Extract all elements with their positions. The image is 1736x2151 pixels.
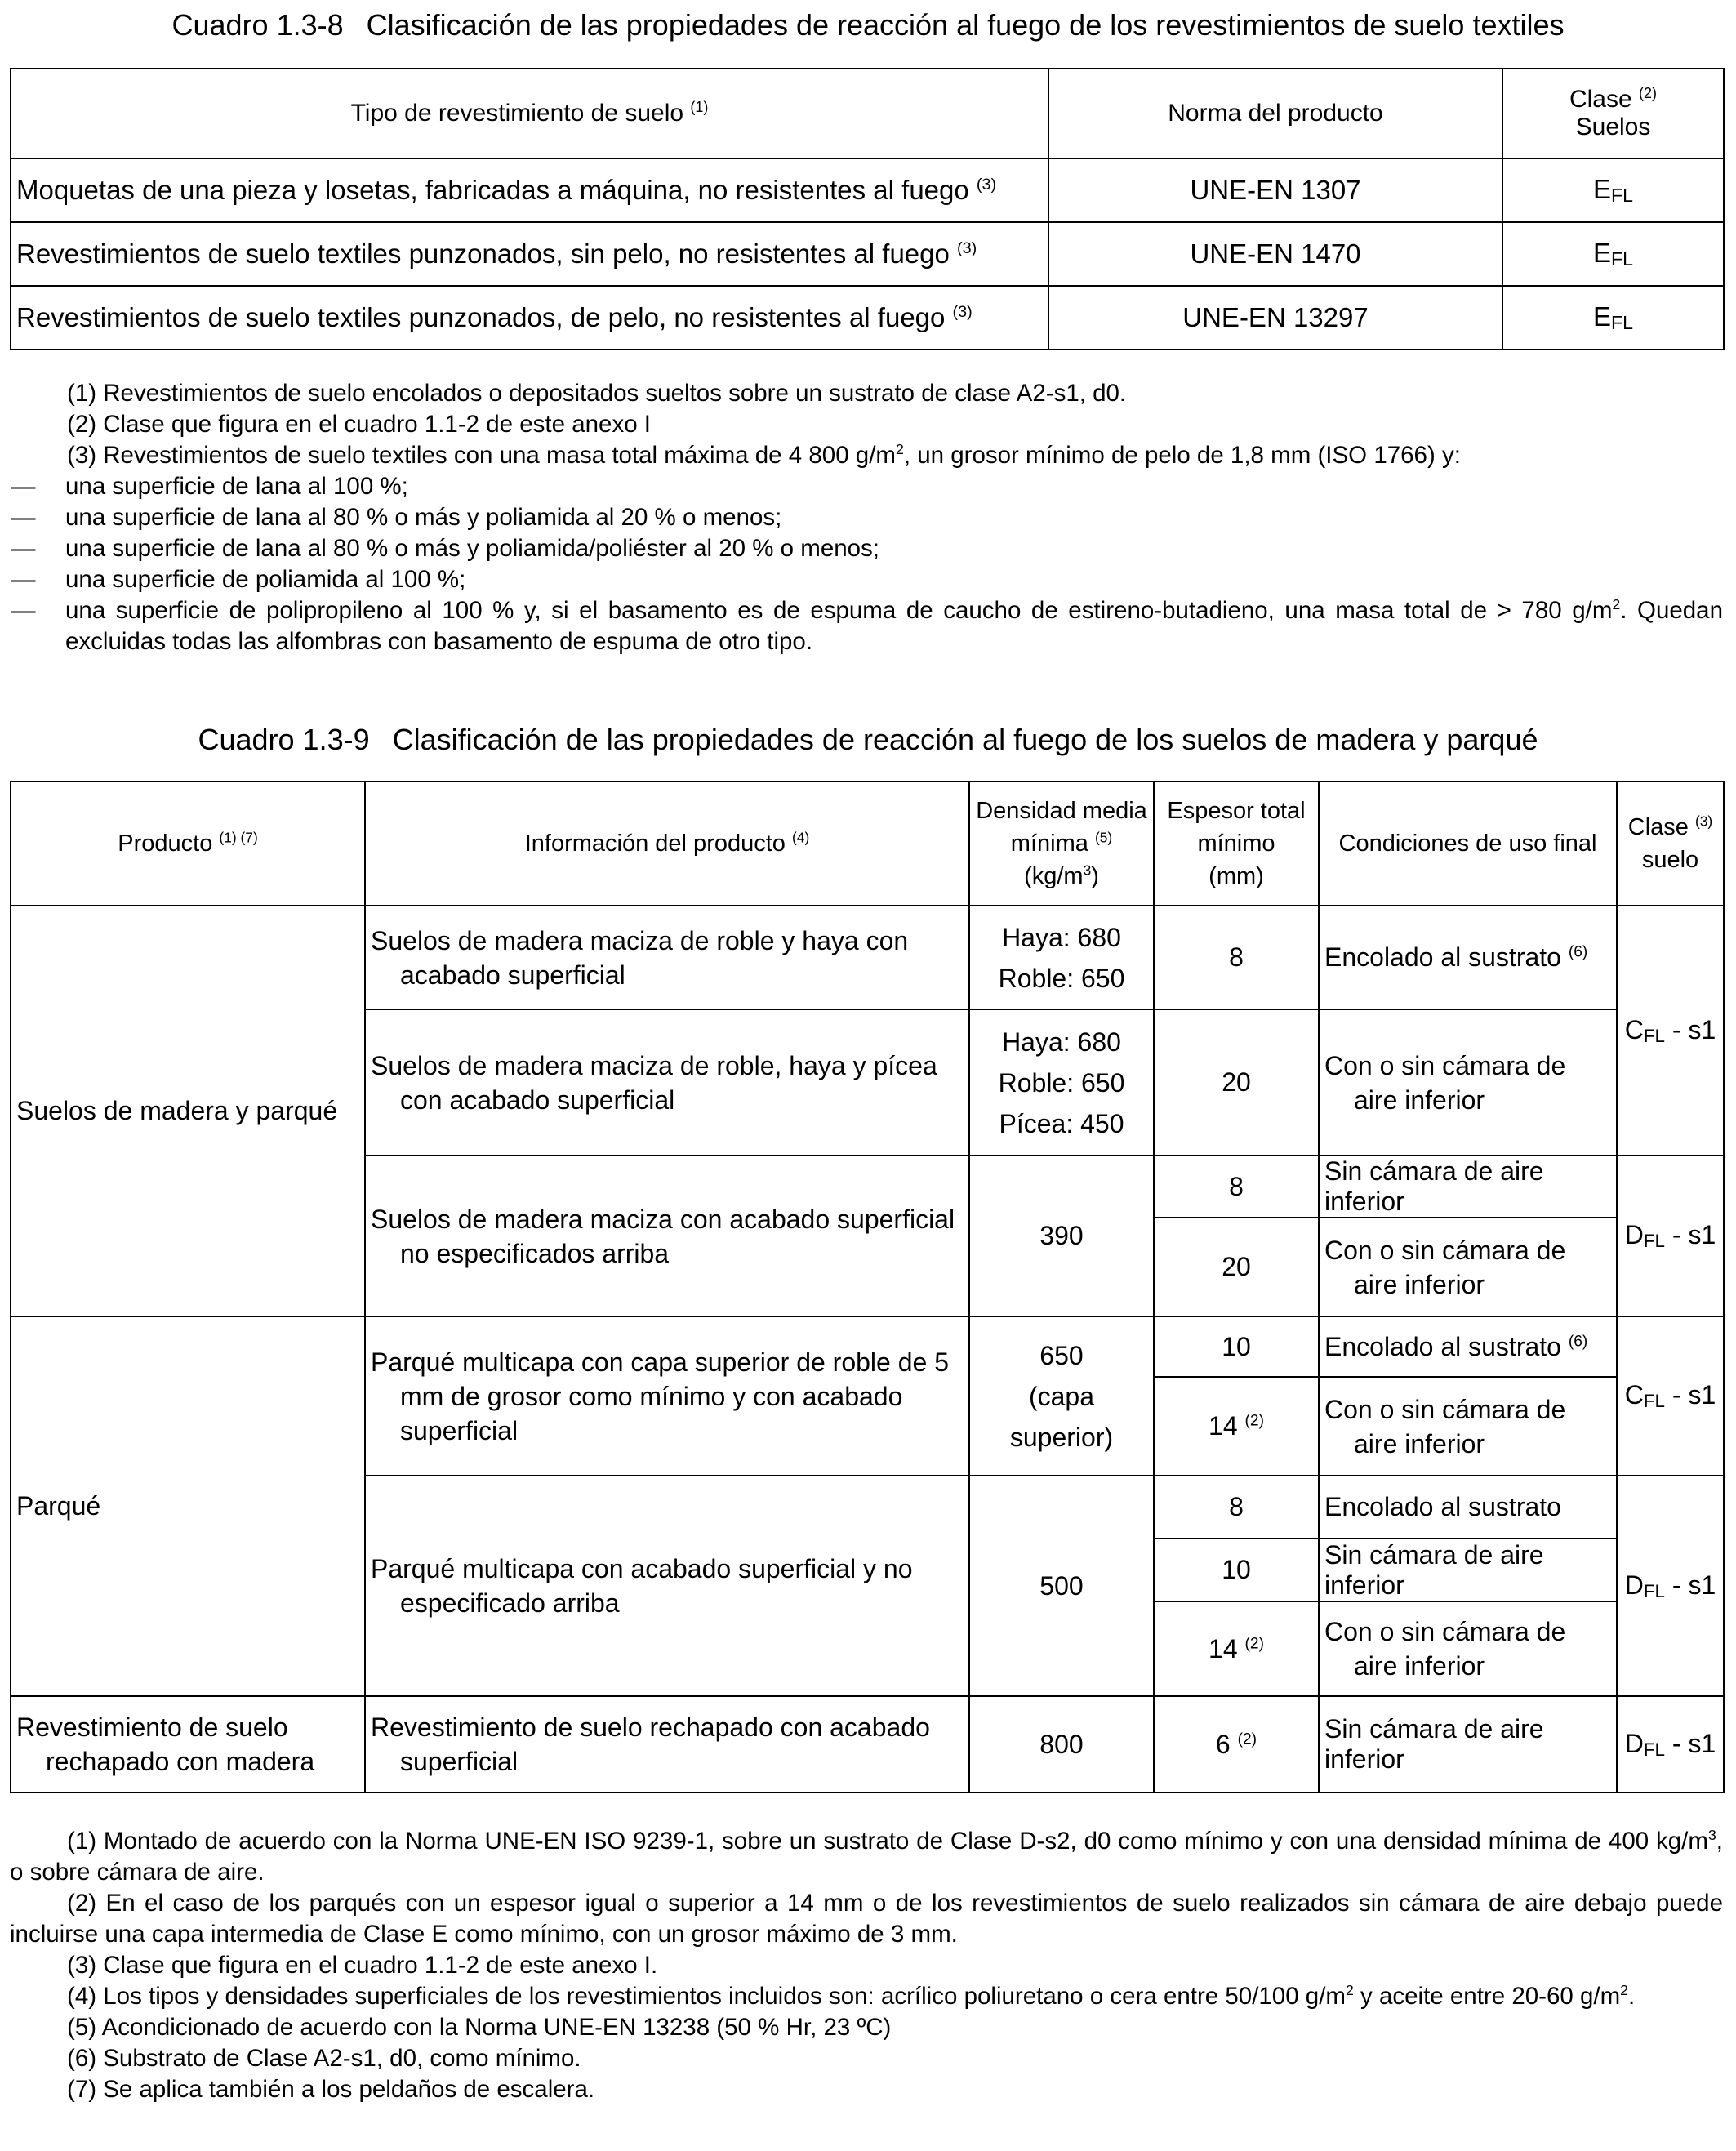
- densidad-cell: 500: [969, 1476, 1154, 1696]
- table2: [10, 781, 1725, 1793]
- row-clase: EFL: [1502, 222, 1724, 286]
- info-cell: Suelos de madera maciza con acabado superficial no especificados arriba: [365, 1156, 969, 1316]
- table-row: [11, 286, 1724, 350]
- info-cell: Parqué multicapa con acabado superficial y no especificado arriba: [365, 1476, 969, 1696]
- table1-caption-label: Cuadro 1.3-8: [171, 8, 344, 42]
- densidad-cell: Haya: 680 Roble: 650: [969, 906, 1154, 1009]
- table1-note-dash-item: — una superficie de lana al 80 % o más y poliamida/poliéster al 20 % o menos;: [11, 535, 880, 562]
- espesor-cell: 8: [1154, 1476, 1319, 1539]
- table2-notes: [10, 1826, 1723, 2105]
- row-clase: EFL: [1502, 158, 1724, 222]
- header-condiciones: Condiciones de uso final: [1319, 782, 1617, 906]
- header-espesor: Espesor total mínimo (mm): [1154, 782, 1319, 906]
- table1-note-dash-item: — una superficie de lana al 80 % o más y poliamida al 20 % o menos;: [11, 504, 782, 531]
- row-norma: UNE-EN 1307: [1048, 158, 1502, 222]
- densidad-cell: 800: [969, 1696, 1154, 1792]
- info-cell: Parqué multicapa con capa superior de roble de 5 mm de grosor como mínimo y con acabado superficial: [365, 1316, 969, 1476]
- table2-note-2: (2) En el caso de los parqués con un espesor igual o superior a 14 mm o de los revestimientos de suelo realizados sin cámara de aire debajo puede incluirse una capa intermedia de Clase E como mínimo, con un grosor máximo de 3 mm.: [10, 1890, 1723, 1948]
- header-tipo: Tipo de revestimiento de suelo $^{(1)}$: [11, 69, 1048, 158]
- table1-caption: [0, 8, 1736, 42]
- info-cell: Suelos de madera maciza de roble y haya con acabado superficial: [365, 906, 969, 1009]
- product-cell: Suelos de madera y parqué: [11, 906, 365, 1316]
- condiciones-cell: Con o sin cámara de aire inferior: [1319, 1601, 1617, 1696]
- table2-caption-label: Cuadro 1.3-9: [198, 723, 370, 756]
- clase-cell: DFL - s1: [1617, 1696, 1724, 1792]
- table2-note-7: (7) Se aplica también a los peldaños de escalera.: [67, 2076, 595, 2103]
- espesor-cell: 14 $^{(2)}$: [1154, 1377, 1319, 1476]
- table1-note-dash-item: — una superficie de poliamida al 100 %;: [11, 566, 466, 593]
- row-clase: EFL: [1502, 286, 1724, 350]
- header-clase: Clase $^{(3)}$ suelo: [1617, 782, 1724, 906]
- row-norma: UNE-EN 1470: [1048, 222, 1502, 286]
- row-tipo: Revestimientos de suelo textiles punzonados, sin pelo, no resistentes al fuego $^{(3)}$: [11, 222, 1048, 286]
- table1: [10, 68, 1725, 350]
- espesor-cell: 20: [1154, 1218, 1319, 1316]
- table2-note-5: (5) Acondicionado de acuerdo con la Norma UNE-EN 13238 (50 % Hr, 23 ºC): [67, 2014, 892, 2041]
- row-tipo: Moquetas de una pieza y losetas, fabricadas a máquina, no resistentes al fuego $^{(3)}$: [11, 158, 1048, 222]
- table2-caption-text: Clasificación de las propiedades de reacción al fuego de los suelos de madera y parqué: [392, 723, 1538, 756]
- condiciones-cell: Sin cámara de aire inferior: [1319, 1696, 1617, 1792]
- table1-note-1: (1) Revestimientos de suelo encolados o depositados sueltos sobre un sustrato de clase A2-s1, d0.: [67, 380, 1127, 407]
- table1-caption-text: Clasificación de las propiedades de reacción al fuego de los revestimientos de suelo textiles: [366, 8, 1565, 42]
- condiciones-cell: Encolado al sustrato $^{(6)}$: [1319, 906, 1617, 1009]
- table2-note-6: (6) Substrato de Clase A2-s1, d0, como mínimo.: [67, 2045, 581, 2072]
- espesor-cell: 20: [1154, 1009, 1319, 1156]
- header-producto: Producto $^{(1) (7)}$: [11, 782, 365, 906]
- table1-note-3: (3) Revestimientos de suelo textiles con una masa total máxima de 4 800 $g/m^2$, un grosor mínimo de pelo de 1,8 mm (ISO 1766) y:: [67, 441, 1461, 469]
- header-densidad: Densidad media mínima $^{(5)}$ $(kg/m^3)$: [969, 782, 1154, 906]
- table1-note-dash-item: — una superficie de polipropileno al 100 % y, si el basamento es de espuma de caucho de estireno-butadieno, una masa total de > 780 $g/m^2$. Quedan excluidas todas las alfombras con basamento de espuma de otro tipo.: [11, 596, 1723, 655]
- table2-note-3: (3) Clase que figura en el cuadro 1.1-2 de este anexo I.: [67, 1952, 658, 1979]
- info-cell: Revestimiento de suelo rechapado con acabado superficial: [365, 1696, 969, 1792]
- table-row: [11, 222, 1724, 286]
- row-norma: UNE-EN 13297: [1048, 286, 1502, 350]
- table1-note-2: (2) Clase que figura en el cuadro 1.1-2 de este anexo I: [67, 411, 652, 438]
- espesor-cell: 8: [1154, 1156, 1319, 1218]
- espesor-cell: 10: [1154, 1316, 1319, 1377]
- table-row: [11, 158, 1724, 222]
- product-cell: Parqué: [11, 1316, 365, 1696]
- condiciones-cell: Sin cámara de aire inferior: [1319, 1156, 1617, 1218]
- condiciones-cell: Encolado al sustrato: [1319, 1476, 1617, 1539]
- densidad-cell: Haya: 680 Roble: 650 Pícea: 450: [969, 1009, 1154, 1156]
- densidad-cell: 650 (capa superior): [969, 1316, 1154, 1476]
- clase-cell: DFL - s1: [1617, 1156, 1724, 1316]
- info-cell: Suelos de madera maciza de roble, haya y pícea con acabado superficial: [365, 1009, 969, 1156]
- table-row: [11, 1316, 1724, 1377]
- condiciones-cell: Sin cámara de aire inferior: [1319, 1539, 1617, 1601]
- table1-note-dash-item: — una superficie de lana al 100 %;: [11, 473, 408, 500]
- densidad-cell: 390: [969, 1156, 1154, 1316]
- product-cell: Revestimiento de suelo rechapado con madera: [11, 1696, 365, 1792]
- clase-cell: DFL - s1: [1617, 1476, 1724, 1696]
- condiciones-cell: Encolado al sustrato $^{(6)}$: [1319, 1316, 1617, 1377]
- clase-cell: CFL - s1: [1617, 906, 1724, 1156]
- espesor-cell: 6 $^{(2)}$: [1154, 1696, 1319, 1792]
- table2-header-row: [11, 782, 1724, 906]
- espesor-cell: 10: [1154, 1539, 1319, 1601]
- table2-note-4: (4) Los tipos y densidades superficiales de los revestimientos incluidos son: acrílico poliuretano o cera entre 50/100 $g/m^2$ y aceite entre 20-60 $g/m^2$.: [67, 1982, 1636, 2010]
- table1-notes: [10, 378, 1723, 657]
- condiciones-cell: Con o sin cámara de aire inferior: [1319, 1377, 1617, 1476]
- row-tipo: Revestimientos de suelo textiles punzonados, de pelo, no resistentes al fuego $^{(3)}$: [11, 286, 1048, 350]
- table2-note-1: (1) Montado de acuerdo con la Norma UNE-EN ISO 9239-1, sobre un sustrato de Clase D-s2, d0 como mínimo y con una densidad mínima de 400 $kg/m^3$, o sobre cámara de aire.: [10, 1827, 1723, 1886]
- table-row: [11, 1696, 1724, 1792]
- table-row: [11, 906, 1724, 1009]
- header-norma: Norma del producto: [1048, 69, 1502, 158]
- espesor-cell: 14 $^{(2)}$: [1154, 1601, 1319, 1696]
- espesor-cell: 8: [1154, 906, 1319, 1009]
- table2-caption: [0, 723, 1736, 757]
- header-clase: Clase $^{(2)}$ Suelos: [1502, 69, 1724, 158]
- table1-header-row: [11, 69, 1724, 158]
- clase-cell: CFL - s1: [1617, 1316, 1724, 1476]
- condiciones-cell: Con o sin cámara de aire inferior: [1319, 1009, 1617, 1156]
- condiciones-cell: Con o sin cámara de aire inferior: [1319, 1218, 1617, 1316]
- header-informacion: Información del producto $^{(4)}$: [365, 782, 969, 906]
